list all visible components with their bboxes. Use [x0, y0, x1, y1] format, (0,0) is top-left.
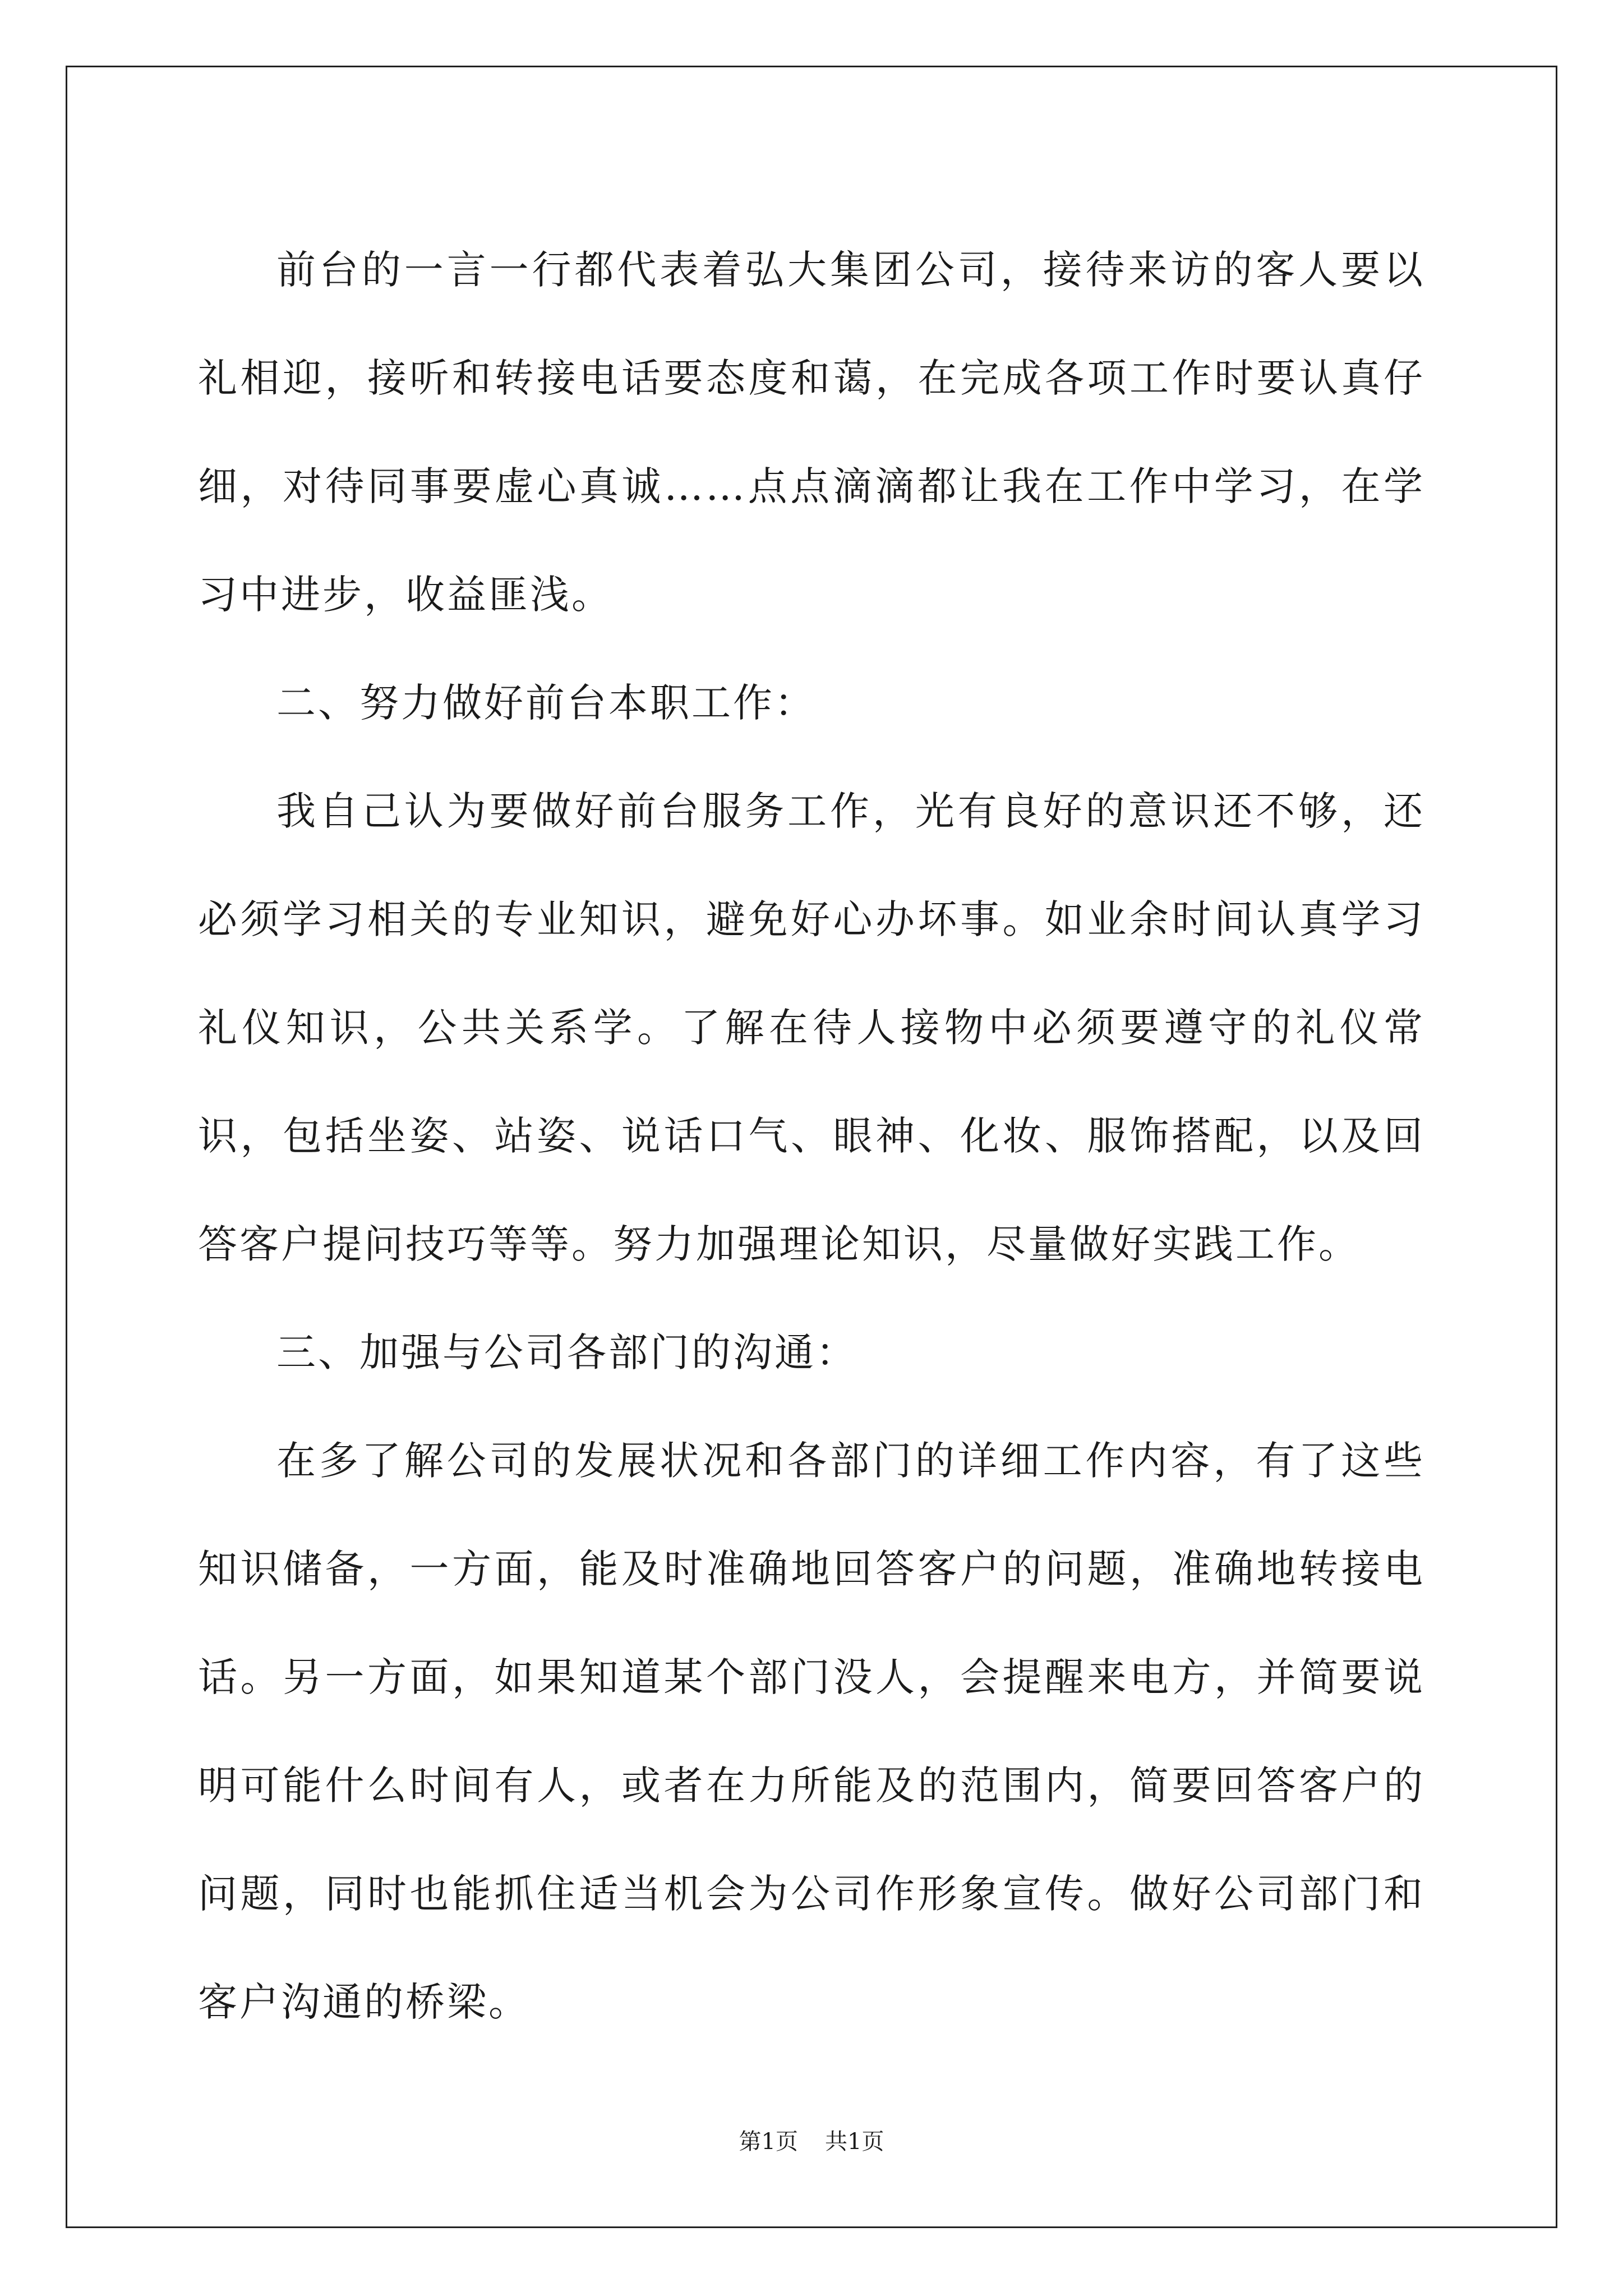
document-body — [198, 216, 1425, 2056]
section-heading-2: 二、努力做好前台本职工作： — [276, 680, 816, 726]
paragraph-section-3: 在多了解公司的发展状况和各部门的详细工作内容，有了这些知识储备，一方面，能及时准确地回答客户的问题，准确地转接电话。另一方面，如果知道某个部门没人，会提醒来电方，并简要说明可能什么时间有人，或者在力所能及的范围内，简要回答客户的问题，同时也能抓住适当机会为公司作形象宣传。做好公司部门和客户沟通的桥梁。 — [198, 1438, 1425, 2025]
page-footer — [0, 2126, 1623, 2157]
section-heading-3: 三、加强与公司各部门的沟通： — [276, 1329, 857, 1375]
page-total: 共1页 — [825, 2129, 884, 2155]
paragraph-intro: 前台的一言一行都代表着弘大集团公司，接待来访的客人要以礼相迎，接听和转接电话要态度和蔼，在完成各项工作时要认真仔细，对待同事要虚心真诚……点点滴滴都让我在工作中学习，在学习中进步，收益匪浅。 — [198, 247, 1425, 618]
page-number: 第1页 — [739, 2129, 798, 2155]
paragraph-section-2: 我自己认为要做好前台服务工作，光有良好的意识还不够，还必须学习相关的专业知识，避免好心办坏事。如业余时间认真学习礼仪知识，公共关系学。了解在待人接物中必须要遵守的礼仪常识，包括坐姿、站姿、说话口气、眼神、化妆、服饰搭配，以及回答客户提问技巧等等。努力加强理论知识，尽量做好实践工作。 — [198, 788, 1425, 1267]
